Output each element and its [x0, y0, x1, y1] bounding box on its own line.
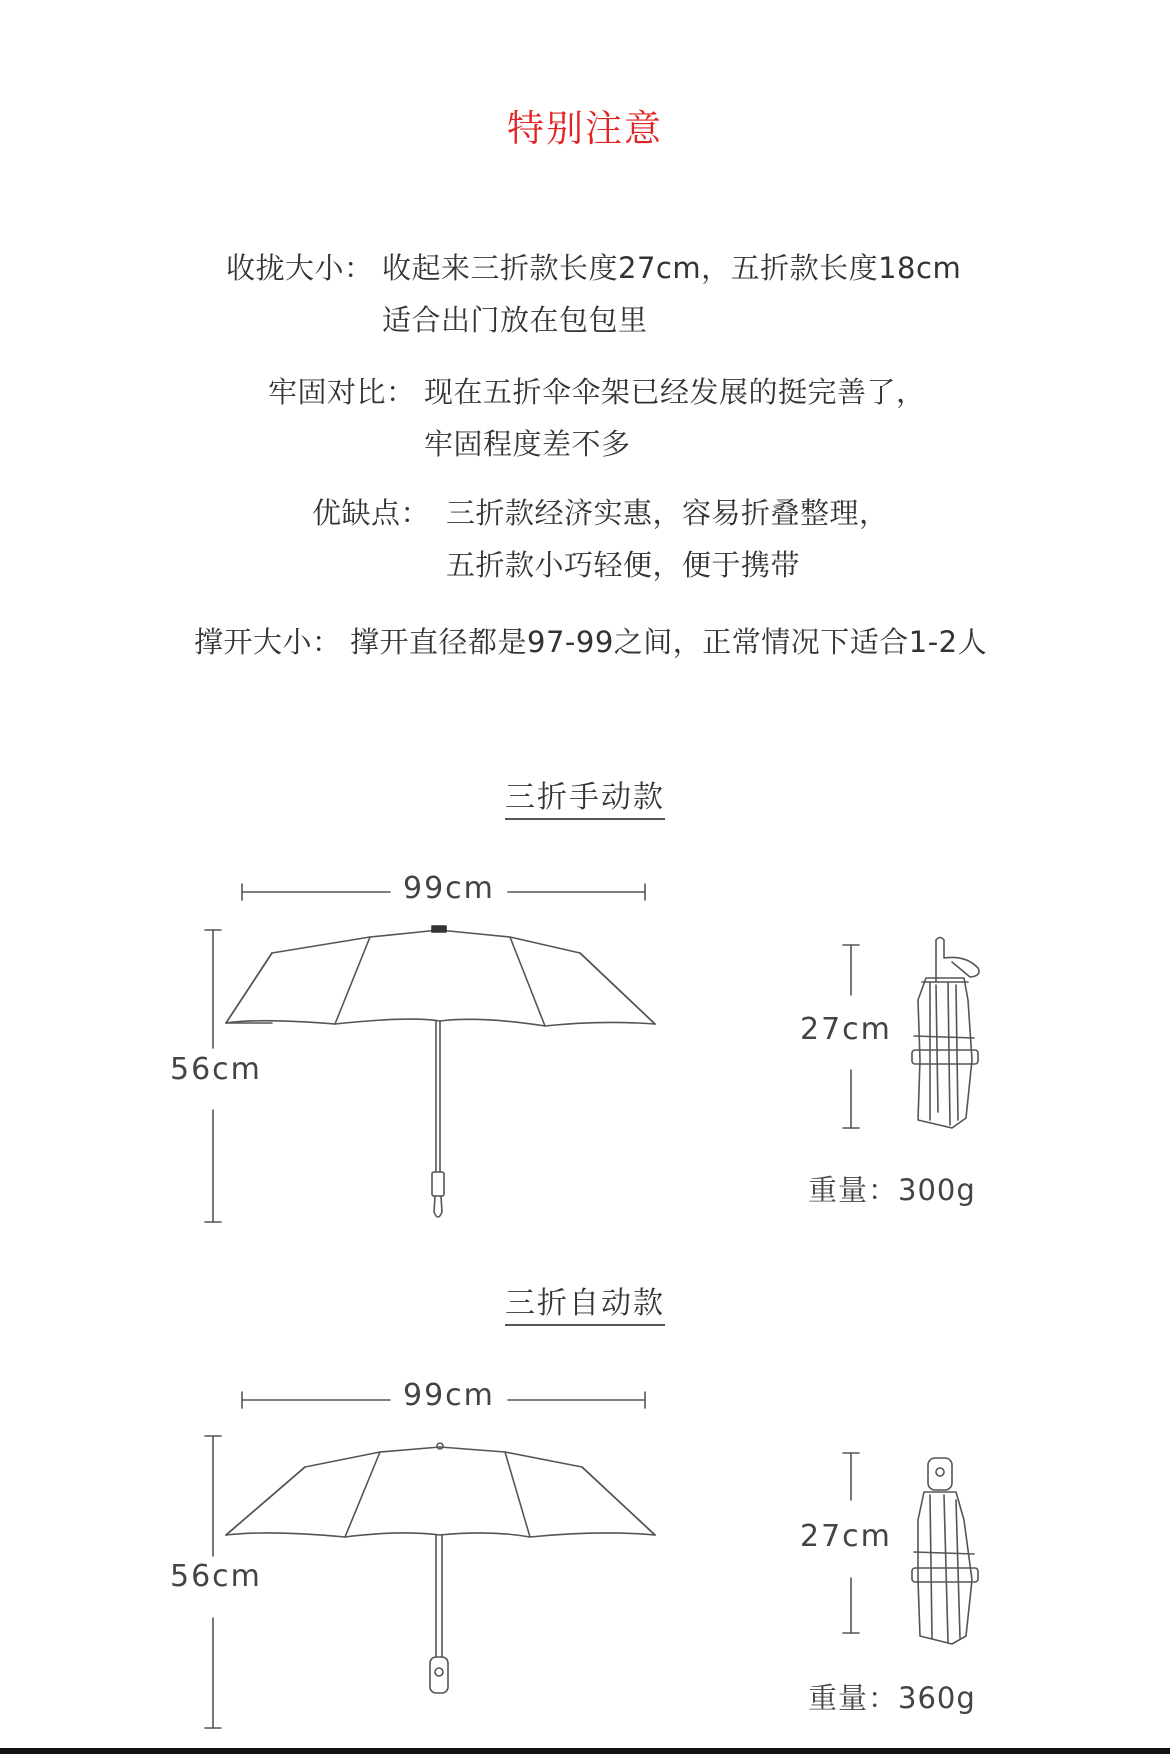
note-label: 优缺点：	[312, 496, 431, 530]
note-label: 撑开大小：	[194, 625, 342, 659]
width-label: 99cm	[403, 1378, 495, 1413]
section-title-text: 三折手动款	[505, 780, 665, 820]
weight-value: 360g	[898, 1681, 976, 1715]
section-title-auto	[0, 1278, 1170, 1322]
weight-value: 300g	[898, 1173, 976, 1207]
bottom-divider	[0, 1748, 1170, 1754]
open-umbrella-auto-icon	[205, 1392, 655, 1728]
width-label: 99cm	[403, 871, 495, 906]
note-line2: 牢固程度差不多	[424, 427, 631, 461]
folded-length-label: 27cm	[800, 1012, 892, 1047]
folded-length-label: 27cm	[800, 1519, 892, 1554]
note-line1: 三折款经济实惠，容易折叠整理，	[446, 496, 889, 530]
section-title-text: 三折自动款	[505, 1286, 665, 1326]
page-title: 特别注意	[507, 107, 663, 150]
height-label: 56cm	[170, 1559, 262, 1594]
weight-label: 重量：	[808, 1681, 899, 1715]
note-label: 收拢大小：	[226, 251, 374, 285]
weight-info	[808, 1168, 976, 1209]
note-label: 牢固对比：	[268, 375, 416, 409]
note-line2: 五折款小巧轻便，便于携带	[446, 548, 801, 582]
note-line1: 撑开直径都是97-99之间，正常情况下适合1-2人	[350, 625, 988, 659]
note-line1: 现在五折伞伞架已经发展的挺完善了，	[424, 375, 926, 409]
weight-label: 重量：	[808, 1173, 899, 1207]
note-line1: 收起来三折款长度27cm，五折款长度18cm	[382, 251, 962, 285]
note-line2: 适合出门放在包包里	[382, 303, 648, 337]
open-umbrella-manual-icon	[205, 884, 655, 1222]
weight-info	[808, 1676, 976, 1717]
height-label: 56cm	[170, 1052, 262, 1087]
